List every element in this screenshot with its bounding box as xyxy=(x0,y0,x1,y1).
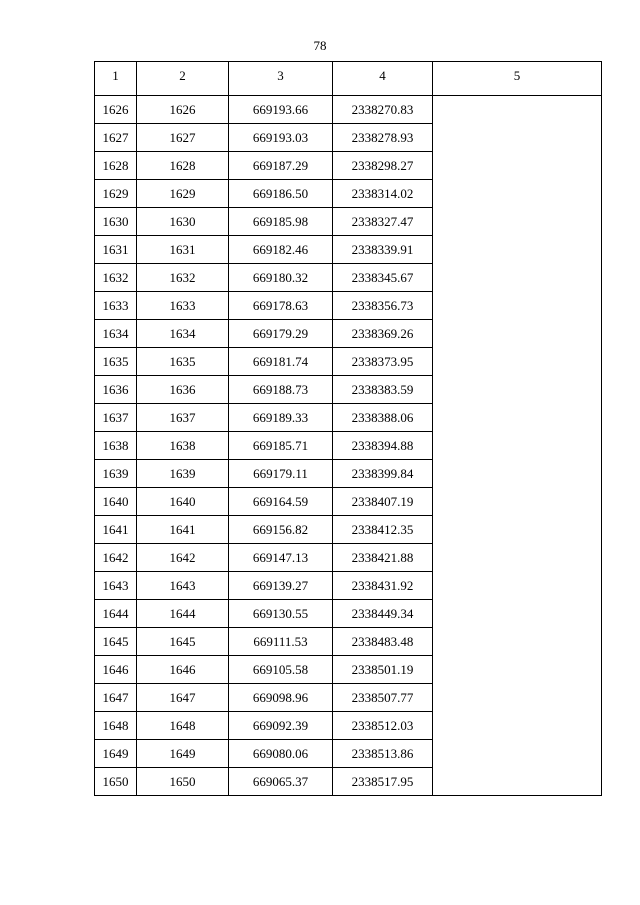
table-cell-col-1: 1628 xyxy=(95,152,137,180)
table-cell-col-1: 1641 xyxy=(95,516,137,544)
table-cell-col-2: 1642 xyxy=(137,544,229,572)
table-cell-col-2: 1640 xyxy=(137,488,229,516)
table-cell-col-2: 1641 xyxy=(137,516,229,544)
table-cell-col-3: 669080.06 xyxy=(229,740,333,768)
table-cell-col-3: 669147.13 xyxy=(229,544,333,572)
table-cell-col-1: 1626 xyxy=(95,96,137,124)
table-cell-col-2: 1626 xyxy=(137,96,229,124)
table-cell-col-4: 2338270.83 xyxy=(333,96,433,124)
table-cell-col-4: 2338394.88 xyxy=(333,432,433,460)
table-cell-col-1: 1627 xyxy=(95,124,137,152)
table-cell-col-3: 669164.59 xyxy=(229,488,333,516)
table-cell-col-2: 1627 xyxy=(137,124,229,152)
table-cell-col-3: 669193.66 xyxy=(229,96,333,124)
table-cell-col-4: 2338483.48 xyxy=(333,628,433,656)
table-cell-col-2: 1650 xyxy=(137,768,229,796)
table-cell-col-3: 669189.33 xyxy=(229,404,333,432)
table-cell-col-3: 669092.39 xyxy=(229,712,333,740)
table-cell-col-3: 669185.71 xyxy=(229,432,333,460)
table-cell-col-4: 2338339.91 xyxy=(333,236,433,264)
table-header xyxy=(95,62,602,96)
table-cell-col-2: 1636 xyxy=(137,376,229,404)
table-cell-col-4: 2338421.88 xyxy=(333,544,433,572)
table-cell-col-1: 1634 xyxy=(95,320,137,348)
table-cell-col-1: 1632 xyxy=(95,264,137,292)
page-number: 78 xyxy=(313,38,327,53)
table-cell-col-1: 1647 xyxy=(95,684,137,712)
table-cell-col-2: 1649 xyxy=(137,740,229,768)
table-cell-col-2: 1630 xyxy=(137,208,229,236)
table-cell-col-1: 1629 xyxy=(95,180,137,208)
table-cell-col-1: 1645 xyxy=(95,628,137,656)
table-cell-col-1: 1633 xyxy=(95,292,137,320)
table-cell-col-5 xyxy=(433,96,602,796)
table-cell-col-1: 1640 xyxy=(95,488,137,516)
table-cell-col-4: 2338369.26 xyxy=(333,320,433,348)
table-cell-col-3: 669178.63 xyxy=(229,292,333,320)
table-cell-col-1: 1643 xyxy=(95,572,137,600)
table-cell-col-4: 2338327.47 xyxy=(333,208,433,236)
header-col-5: 5 xyxy=(433,62,602,96)
table-cell-col-1: 1636 xyxy=(95,376,137,404)
table-cell-col-1: 1642 xyxy=(95,544,137,572)
coordinates-table xyxy=(94,61,602,796)
table-cell-col-3: 669180.32 xyxy=(229,264,333,292)
table-cell-col-1: 1631 xyxy=(95,236,137,264)
table-cell-col-2: 1644 xyxy=(137,600,229,628)
table-cell-col-3: 669111.53 xyxy=(229,628,333,656)
table-cell-col-1: 1646 xyxy=(95,656,137,684)
table-cell-col-1: 1637 xyxy=(95,404,137,432)
table-cell-col-4: 2338278.93 xyxy=(333,124,433,152)
table-cell-col-1: 1639 xyxy=(95,460,137,488)
table-cell-col-4: 2338449.34 xyxy=(333,600,433,628)
table-cell-col-3: 669179.11 xyxy=(229,460,333,488)
table-cell-col-2: 1628 xyxy=(137,152,229,180)
table-cell-col-2: 1629 xyxy=(137,180,229,208)
table-cell-col-4: 2338399.84 xyxy=(333,460,433,488)
table-cell-col-1: 1644 xyxy=(95,600,137,628)
table-cell-col-2: 1645 xyxy=(137,628,229,656)
table-cell-col-3: 669188.73 xyxy=(229,376,333,404)
table-cell-col-4: 2338513.86 xyxy=(333,740,433,768)
table-body xyxy=(95,96,602,796)
table-cell-col-3: 669186.50 xyxy=(229,180,333,208)
table-cell-col-4: 2338512.03 xyxy=(333,712,433,740)
table-cell-col-4: 2338517.95 xyxy=(333,768,433,796)
table-row xyxy=(95,96,602,124)
table-cell-col-4: 2338507.77 xyxy=(333,684,433,712)
table-cell-col-4: 2338345.67 xyxy=(333,264,433,292)
table-cell-col-1: 1650 xyxy=(95,768,137,796)
table-cell-col-2: 1634 xyxy=(137,320,229,348)
table-cell-col-4: 2338356.73 xyxy=(333,292,433,320)
table-cell-col-4: 2338373.95 xyxy=(333,348,433,376)
table-cell-col-2: 1637 xyxy=(137,404,229,432)
table-cell-col-4: 2338388.06 xyxy=(333,404,433,432)
table-cell-col-3: 669182.46 xyxy=(229,236,333,264)
table-cell-col-2: 1635 xyxy=(137,348,229,376)
header-row xyxy=(95,62,602,96)
header-col-4: 4 xyxy=(333,62,433,96)
table-cell-col-3: 669181.74 xyxy=(229,348,333,376)
table-cell-col-2: 1646 xyxy=(137,656,229,684)
table-cell-col-2: 1633 xyxy=(137,292,229,320)
table-cell-col-2: 1648 xyxy=(137,712,229,740)
header-col-2: 2 xyxy=(137,62,229,96)
table-cell-col-1: 1649 xyxy=(95,740,137,768)
table-cell-col-2: 1647 xyxy=(137,684,229,712)
table-cell-col-3: 669179.29 xyxy=(229,320,333,348)
table-cell-col-3: 669065.37 xyxy=(229,768,333,796)
table-cell-col-4: 2338298.27 xyxy=(333,152,433,180)
table-cell-col-4: 2338383.59 xyxy=(333,376,433,404)
table-cell-col-3: 669185.98 xyxy=(229,208,333,236)
table-cell-col-3: 669098.96 xyxy=(229,684,333,712)
table-cell-col-3: 669156.82 xyxy=(229,516,333,544)
table-cell-col-4: 2338407.19 xyxy=(333,488,433,516)
table-cell-col-4: 2338314.02 xyxy=(333,180,433,208)
table-cell-col-2: 1631 xyxy=(137,236,229,264)
table-cell-col-3: 669130.55 xyxy=(229,600,333,628)
header-col-3: 3 xyxy=(229,62,333,96)
table-cell-col-3: 669187.29 xyxy=(229,152,333,180)
table-cell-col-2: 1632 xyxy=(137,264,229,292)
table-cell-col-1: 1635 xyxy=(95,348,137,376)
table-cell-col-3: 669139.27 xyxy=(229,572,333,600)
table-cell-col-1: 1638 xyxy=(95,432,137,460)
table-cell-col-3: 669193.03 xyxy=(229,124,333,152)
table-cell-col-4: 2338412.35 xyxy=(333,516,433,544)
table-cell-col-3: 669105.58 xyxy=(229,656,333,684)
table-cell-col-1: 1648 xyxy=(95,712,137,740)
table-cell-col-2: 1639 xyxy=(137,460,229,488)
table-cell-col-4: 2338431.92 xyxy=(333,572,433,600)
table-cell-col-2: 1638 xyxy=(137,432,229,460)
table-cell-col-4: 2338501.19 xyxy=(333,656,433,684)
header-col-1: 1 xyxy=(95,62,137,96)
table-cell-col-1: 1630 xyxy=(95,208,137,236)
table-cell-col-2: 1643 xyxy=(137,572,229,600)
